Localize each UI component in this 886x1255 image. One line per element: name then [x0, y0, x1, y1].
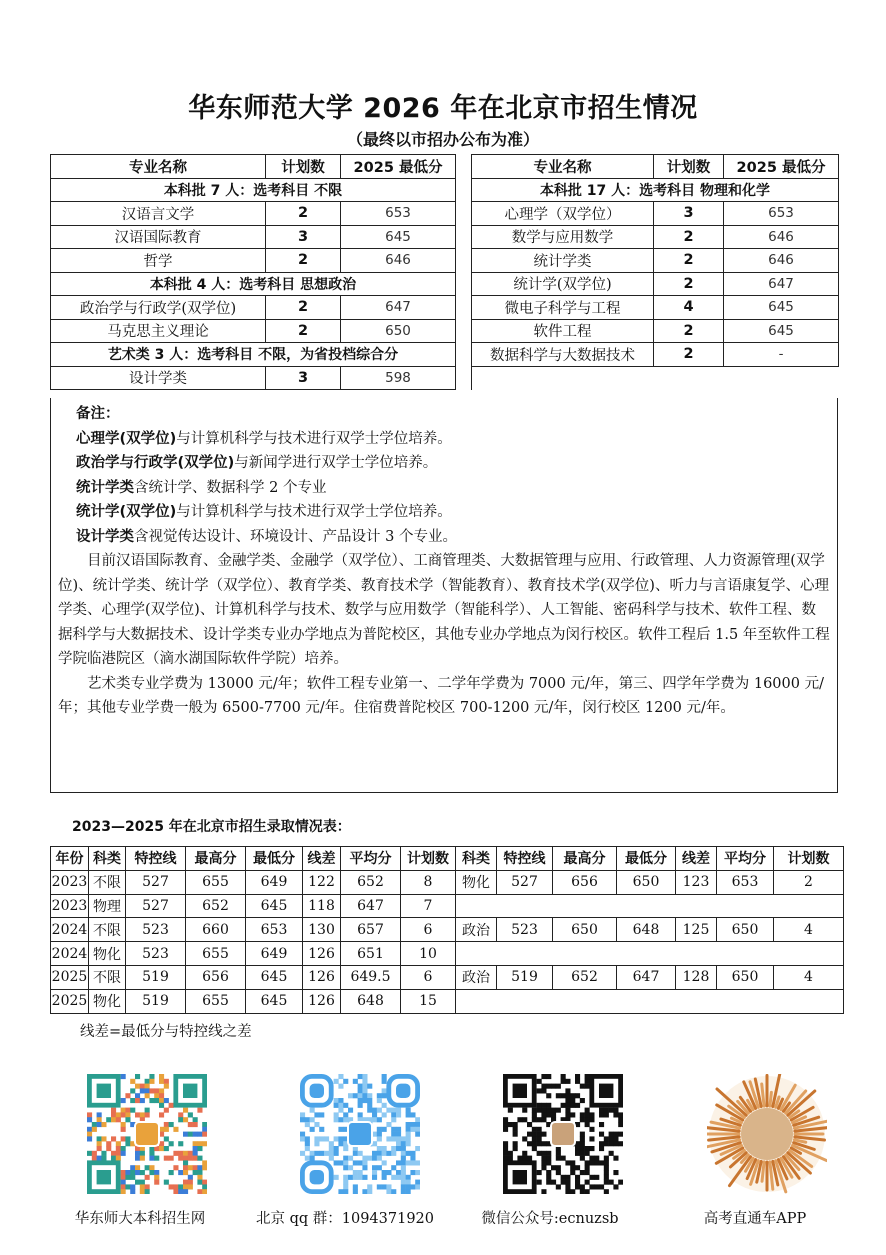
column-header: 计划数	[266, 155, 341, 179]
column-header: 平均分	[341, 847, 401, 871]
history-cell: 2023	[51, 894, 89, 918]
history-cell: 2024	[51, 942, 89, 966]
qr-code-icon[interactable]	[503, 1074, 623, 1194]
notes-box	[50, 398, 838, 793]
page-title: 华东师范大学 2026 年在北京市招生情况	[188, 93, 698, 124]
history-cell: 527	[126, 870, 186, 894]
min-score-2025: 647	[341, 296, 456, 320]
empty-cell	[456, 989, 844, 1013]
qr-label: 微信公众号:ecnuzsb	[481, 1211, 619, 1227]
section-header: 本科批 7 人：选考科目 不限	[51, 178, 456, 202]
notes-tuition-paragraph: 艺术类专业学费为 13000 元/年；软件工程专业第一、二学年学费为 7000 元/年，第三、四学年学费为 16000 元/年；其他专业学费一般为 6500-7700 元/年。住宿费普陀校区 700-1200 元/年，闵行校区 1200 元/年。	[58, 675, 824, 716]
section-header: 本科批 17 人：选考科目 物理和化学	[472, 178, 839, 202]
table-row	[51, 178, 839, 202]
plan-count: 2	[654, 272, 724, 296]
empty-cell	[472, 366, 839, 390]
note-item	[58, 500, 830, 525]
history-cell: 125	[676, 918, 717, 942]
plan-count: 3	[266, 366, 341, 390]
history-cell: 15	[401, 989, 456, 1013]
history-cell: 4	[774, 918, 844, 942]
history-cell: 649	[246, 942, 303, 966]
enrollment-plan-table	[50, 154, 839, 390]
history-cell: 122	[303, 870, 341, 894]
history-cell: 653	[246, 918, 303, 942]
history-cell: 4	[774, 965, 844, 989]
column-header: 线差	[303, 847, 341, 871]
column-gap	[456, 366, 472, 390]
note-term: 设计学类	[76, 528, 134, 545]
min-score-2025: 645	[724, 296, 839, 320]
plan-count: 2	[266, 249, 341, 273]
min-score-2025: 650	[341, 319, 456, 343]
column-header: 平均分	[717, 847, 774, 871]
admission-history-table	[50, 846, 844, 1014]
plan-count: 2	[266, 202, 341, 226]
plan-count: 3	[654, 202, 724, 226]
table-row	[51, 989, 844, 1013]
table-header-row	[51, 155, 839, 179]
note-text: 与计算机科学与技术进行双学士学位培养。	[176, 430, 452, 447]
note-item	[58, 525, 830, 550]
history-cell: 126	[303, 942, 341, 966]
history-cell: 523	[126, 942, 186, 966]
history-cell: 6	[401, 918, 456, 942]
history-cell: 651	[341, 942, 401, 966]
column-gap	[456, 296, 472, 320]
table-header-row	[51, 847, 844, 871]
major-name: 软件工程	[472, 319, 654, 343]
table-row	[51, 942, 844, 966]
column-header: 特控线	[497, 847, 553, 871]
history-cell: 519	[497, 965, 553, 989]
min-score-2025: 647	[724, 272, 839, 296]
table-row	[51, 343, 839, 367]
empty-cell	[456, 942, 844, 966]
table-row	[51, 319, 839, 343]
history-cell: 647	[341, 894, 401, 918]
history-cell: 650	[717, 965, 774, 989]
table-row	[51, 296, 839, 320]
column-header: 2025 最低分	[341, 155, 456, 179]
note-text: 与新闻学进行双学士学位培养。	[234, 455, 438, 471]
note-term: 政治学与行政学(双学位)	[76, 455, 235, 471]
history-cell: 物化	[89, 989, 126, 1013]
major-name: 设计学类	[51, 366, 266, 390]
history-cell: 8	[401, 870, 456, 894]
major-name: 统计学(双学位)	[472, 272, 654, 296]
major-name: 哲学	[51, 249, 266, 273]
plan-count: 4	[654, 296, 724, 320]
mini-program-code-icon[interactable]	[707, 1074, 827, 1194]
history-cell: 2024	[51, 918, 89, 942]
major-name: 微电子科学与工程	[472, 296, 654, 320]
history-cell: 7	[401, 894, 456, 918]
history-cell: 物理	[89, 894, 126, 918]
note-text: 含视觉传达设计、环境设计、产品设计 3 个专业。	[134, 528, 457, 545]
history-cell: 物化	[456, 870, 497, 894]
column-gap	[456, 202, 472, 226]
plan-count: 2	[654, 343, 724, 367]
plan-count: 2	[266, 296, 341, 320]
table-row	[51, 965, 844, 989]
history-table-title: 2023—2025 年在北京市招生录取情况表：	[72, 819, 351, 835]
qr-code-icon[interactable]	[87, 1074, 207, 1194]
major-name: 数据科学与大数据技术	[472, 343, 654, 367]
history-cell: 2025	[51, 965, 89, 989]
history-cell: 123	[676, 870, 717, 894]
history-cell: 656	[553, 870, 617, 894]
history-cell: 519	[126, 989, 186, 1013]
history-cell: 645	[246, 894, 303, 918]
table-row	[51, 202, 839, 226]
min-score-2025: 598	[341, 366, 456, 390]
column-gap	[456, 225, 472, 249]
history-cell: 660	[186, 918, 246, 942]
history-cell: 648	[341, 989, 401, 1013]
column-header: 专业名称	[51, 155, 266, 179]
column-header: 最高分	[553, 847, 617, 871]
history-cell: 645	[246, 989, 303, 1013]
history-cell: 519	[126, 965, 186, 989]
major-name: 马克思主义理论	[51, 319, 266, 343]
history-cell: 527	[497, 870, 553, 894]
history-cell: 523	[126, 918, 186, 942]
notes-campus-paragraph: 目前汉语国际教育、金融学类、金融学（双学位）、工商管理类、大数据管理与应用、行政管理、人力资源管理(双学位)、统计学类、统计学（双学位）、教育学类、教育技术学（智能教育）、教育技术学(双学位)、听力与言语康复学、心理学类、心理学(双学位)、计算机科学与技术、数学与应用数学（智能科学）、人工智能、密码科学与技术、软件工程、数据科学与大数据技术、设计学类专业办学地点为普陀校区，其他专业办学地点为闵行校区。软件工程后 1.5 年至软件工程学院临港院区（滴水湖国际软件学院）培养。	[58, 553, 830, 667]
notes-label: 备注：	[76, 406, 120, 422]
plan-count: 2	[654, 225, 724, 249]
qr-label: 北京 qq 群：1094371920	[255, 1211, 435, 1227]
note-text: 与计算机科学与技术进行双学士学位培养。	[176, 504, 452, 520]
history-cell: 645	[246, 965, 303, 989]
column-header: 线差	[676, 847, 717, 871]
history-cell: 523	[497, 918, 553, 942]
table-row	[51, 870, 844, 894]
history-cell: 政治	[456, 965, 497, 989]
column-header: 专业名称	[472, 155, 654, 179]
column-header: 科类	[456, 847, 497, 871]
history-cell: 650	[617, 870, 676, 894]
history-cell: 126	[303, 965, 341, 989]
column-header: 科类	[89, 847, 126, 871]
history-cell: 650	[717, 918, 774, 942]
history-cell: 2	[774, 870, 844, 894]
min-score-2025: 653	[724, 202, 839, 226]
history-cell: 10	[401, 942, 456, 966]
column-gap	[456, 178, 472, 202]
column-gap	[456, 272, 472, 296]
empty-cell	[456, 894, 844, 918]
page-subtitle: （最终以市招办公布为准）	[346, 130, 539, 149]
history-cell: 647	[617, 965, 676, 989]
note-term: 统计学(双学位)	[76, 504, 177, 520]
table-row	[51, 272, 839, 296]
history-cell: 652	[553, 965, 617, 989]
history-cell: 650	[553, 918, 617, 942]
min-score-2025: 645	[341, 225, 456, 249]
history-cell: 6	[401, 965, 456, 989]
history-cell: 不限	[89, 965, 126, 989]
table-row	[51, 894, 844, 918]
table-row	[51, 225, 839, 249]
history-cell: 655	[186, 870, 246, 894]
history-cell: 653	[717, 870, 774, 894]
table-row	[51, 918, 844, 942]
column-header: 2025 最低分	[724, 155, 839, 179]
history-cell: 652	[341, 870, 401, 894]
min-score-2025: 646	[724, 225, 839, 249]
note-item	[58, 451, 830, 476]
min-score-2025: 646	[724, 249, 839, 273]
history-cell: 2023	[51, 870, 89, 894]
major-name: 心理学（双学位）	[472, 202, 654, 226]
history-cell: 130	[303, 918, 341, 942]
history-cell: 657	[341, 918, 401, 942]
plan-count: 2	[266, 319, 341, 343]
column-header: 最低分	[246, 847, 303, 871]
major-name: 统计学类	[472, 249, 654, 273]
plan-count: 2	[654, 319, 724, 343]
min-score-2025: -	[724, 343, 839, 367]
history-cell: 126	[303, 989, 341, 1013]
history-cell: 2025	[51, 989, 89, 1013]
table-row	[51, 366, 839, 390]
column-header: 最高分	[186, 847, 246, 871]
history-cell: 655	[186, 989, 246, 1013]
note-text: 含统计学、数据科学 2 个专业	[134, 479, 327, 496]
note-term: 心理学(双学位)	[76, 430, 177, 447]
column-gap	[456, 249, 472, 273]
column-header: 计划数	[654, 155, 724, 179]
table-row	[51, 249, 839, 273]
major-name: 汉语国际教育	[51, 225, 266, 249]
history-cell: 不限	[89, 918, 126, 942]
section-header: 艺术类 3 人：选考科目 不限，为省投档综合分	[51, 343, 456, 367]
history-cell: 政治	[456, 918, 497, 942]
history-cell: 不限	[89, 870, 126, 894]
history-cell: 652	[186, 894, 246, 918]
column-gap	[456, 319, 472, 343]
column-header: 最低分	[617, 847, 676, 871]
column-gap	[456, 155, 472, 179]
footnote: 线差=最低分与特控线之差	[80, 1024, 252, 1040]
column-gap	[456, 343, 472, 367]
qr-label: 华东师大本科招生网	[74, 1211, 206, 1227]
note-item	[58, 427, 830, 452]
history-cell: 656	[186, 965, 246, 989]
note-term: 统计学类	[76, 479, 134, 496]
history-cell: 648	[617, 918, 676, 942]
history-cell: 655	[186, 942, 246, 966]
major-name: 汉语言文学	[51, 202, 266, 226]
history-cell: 118	[303, 894, 341, 918]
qr-code-icon[interactable]	[300, 1074, 420, 1194]
history-cell: 128	[676, 965, 717, 989]
history-cell: 527	[126, 894, 186, 918]
min-score-2025: 646	[341, 249, 456, 273]
note-item	[58, 476, 830, 501]
column-header: 特控线	[126, 847, 186, 871]
qr-label: 高考直通车APP	[703, 1211, 807, 1227]
column-header: 年份	[51, 847, 89, 871]
major-name: 数学与应用数学	[472, 225, 654, 249]
major-name: 政治学与行政学(双学位)	[51, 296, 266, 320]
min-score-2025: 653	[341, 202, 456, 226]
column-header: 计划数	[774, 847, 844, 871]
section-header: 本科批 4 人：选考科目 思想政治	[51, 272, 456, 296]
history-cell: 物化	[89, 942, 126, 966]
column-header: 计划数	[401, 847, 456, 871]
history-cell: 649.5	[341, 965, 401, 989]
plan-count: 3	[266, 225, 341, 249]
min-score-2025: 645	[724, 319, 839, 343]
plan-count: 2	[654, 249, 724, 273]
history-cell: 649	[246, 870, 303, 894]
